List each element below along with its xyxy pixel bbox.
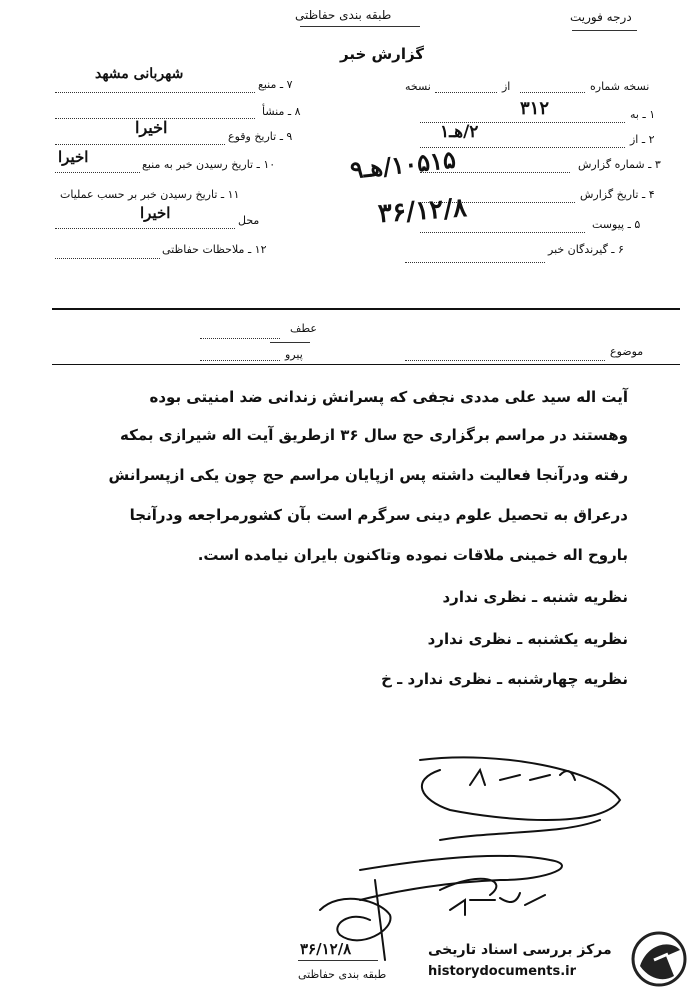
from-count-label: از bbox=[502, 80, 511, 93]
report-number-label: ۳ ـ شماره گزارش bbox=[578, 158, 661, 171]
separator-bottom bbox=[52, 364, 680, 365]
recipients-label: ۶ ـ گیرندگان خبر bbox=[548, 243, 624, 256]
from-label: ۲ ـ از bbox=[630, 133, 655, 146]
to-label: ۱ ـ به bbox=[630, 108, 656, 121]
watermark-logo-icon bbox=[628, 930, 690, 988]
news-to-source-date-value: اخیرا bbox=[58, 148, 89, 166]
news-to-source-date-label: ۱۰ ـ تاریخ رسیدن خبر به منبع bbox=[142, 158, 276, 171]
report-number-value: ۱۰۵۱۵/هـ۹ bbox=[348, 144, 458, 185]
opinion-wednesday: نظریه چهارشنبه ـ نظری ندارد ـ خ bbox=[381, 670, 628, 688]
occurrence-date-value: اخیرا bbox=[135, 118, 168, 137]
subject-label: موضوع bbox=[610, 345, 644, 358]
place-value: اخیرا bbox=[140, 204, 171, 222]
body-line-3: رفته ودرآنجا فعالیت داشته پس ازپایان مراسم حج چون یکی ازپسرانش bbox=[108, 466, 628, 484]
separator-top bbox=[52, 308, 680, 310]
source-value: شهربانی مشهد bbox=[95, 66, 184, 82]
to-value: ۳۱۲ bbox=[520, 98, 550, 119]
body-line-4: درعراق به تحصیل علوم دینی سرگرم است بآن کشورمراجعه ودرآنجا bbox=[129, 506, 628, 524]
watermark-name: مرکز بررسی اسناد تاریخی bbox=[428, 942, 612, 958]
security-notes-label: ۱۲ ـ ملاحظات حفاظتی bbox=[162, 243, 267, 256]
operation-date-label: ۱۱ ـ تاریخ رسیدن خبر بر حسب عملیات bbox=[60, 188, 240, 201]
body-line-5: باروح اله خمینی ملاقات نموده وتاکنون بایران نیامده است. bbox=[197, 546, 628, 564]
occurrence-date-label: ۹ ـ تاریخ وقوع bbox=[228, 130, 293, 143]
place-label: محل bbox=[238, 214, 260, 227]
ref2-label: پیرو bbox=[285, 348, 303, 361]
opinion-saturday: نظریه شنبه ـ نظری ندارد bbox=[442, 588, 628, 606]
origin-label: ۸ ـ منشأ bbox=[262, 105, 301, 118]
form-title: گزارش خبر bbox=[340, 45, 425, 63]
report-date-label: ۴ ـ تاریخ گزارش bbox=[580, 188, 655, 201]
priority-label: درجه فوریت bbox=[570, 10, 632, 24]
classification-top: طبقه بندی حفاظتی bbox=[295, 8, 392, 22]
watermark-url: historydocuments.ir bbox=[428, 964, 577, 979]
copy-label: نسخه bbox=[405, 80, 431, 93]
from-value: ۲/هـ۱ bbox=[440, 122, 479, 142]
opinion-sunday: نظریه یکشنبه ـ نظری ندارد bbox=[427, 630, 628, 648]
attachment-label: ۵ ـ پیوست bbox=[592, 218, 641, 231]
ref-label: عطف bbox=[290, 322, 317, 335]
source-label: ۷ ـ منبع bbox=[258, 78, 293, 91]
footer-handwritten-date: ۳۶/۱۲/۸ bbox=[300, 940, 352, 958]
copy-number-label: نسخه شماره bbox=[590, 80, 650, 93]
report-date-value: ۳۶/۱۲/۸ bbox=[377, 192, 468, 230]
body-line-1: آیت اله سید علی مددی نجفی که پسرانش زندانی ضد امنیتی بوده bbox=[149, 388, 628, 406]
classification-bottom: طبقه بندی حفاظتی bbox=[298, 968, 387, 981]
body-line-2: وهستند در مراسم برگزاری حج سال ۳۶ ازطریق آیت اله شیرازی بمکه bbox=[120, 426, 628, 444]
